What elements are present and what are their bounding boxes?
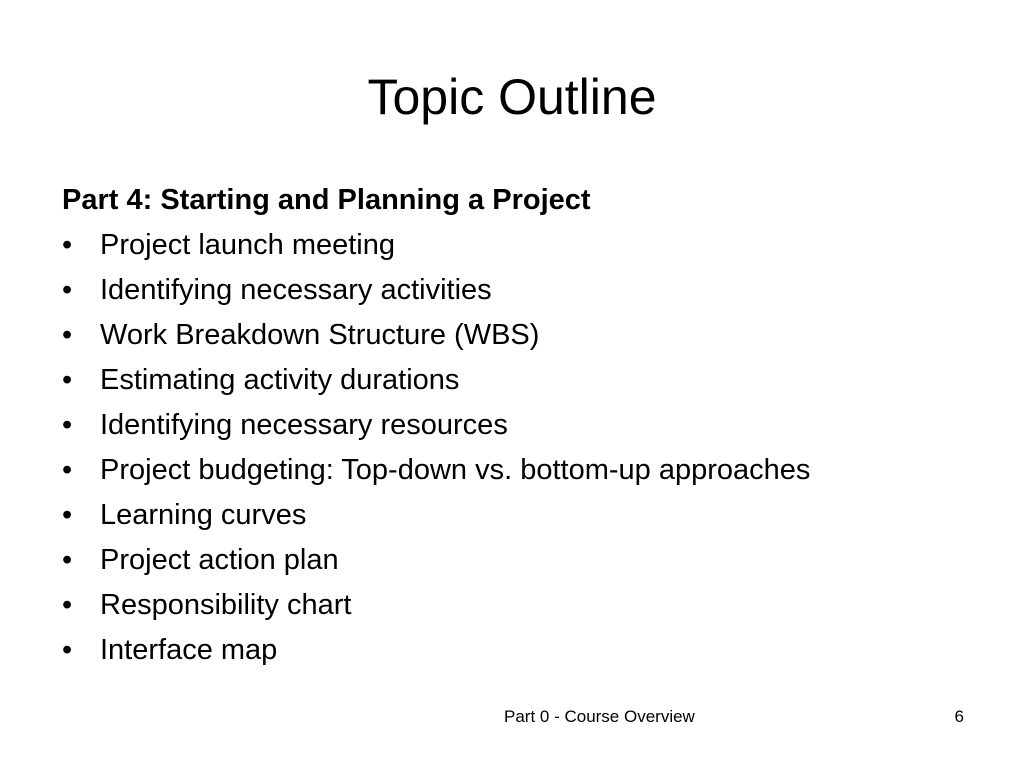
bullet-icon: • bbox=[62, 634, 73, 666]
bullet-icon: • bbox=[62, 544, 73, 576]
slide-number: 6 bbox=[954, 707, 964, 726]
bullet-item bbox=[62, 493, 1002, 538]
bullet-text: Work Breakdown Structure (WBS) bbox=[100, 319, 540, 351]
bullet-text: Estimating activity durations bbox=[100, 364, 460, 396]
bullet-icon: • bbox=[62, 229, 73, 261]
bullet-text: Interface map bbox=[100, 634, 278, 666]
bullet-item bbox=[62, 223, 1002, 268]
bullet-text: Project action plan bbox=[100, 544, 339, 576]
bullet-item bbox=[62, 268, 1002, 313]
footer-text: Part 0 - Course Overview bbox=[504, 707, 695, 726]
bullet-text: Identifying necessary activities bbox=[100, 274, 492, 306]
bullet-item bbox=[62, 628, 1002, 673]
bullet-text: Project launch meeting bbox=[100, 229, 395, 261]
bullet-icon: • bbox=[62, 499, 73, 531]
bullet-icon: • bbox=[62, 319, 73, 351]
bullet-item bbox=[62, 358, 1002, 403]
bullet-icon: • bbox=[62, 454, 73, 486]
bullet-item bbox=[62, 448, 1002, 493]
bullet-item bbox=[62, 313, 1002, 358]
bullet-text: Project budgeting: Top-down vs. bottom-up approaches bbox=[100, 454, 811, 486]
bullet-item bbox=[62, 538, 1002, 583]
slide-body bbox=[62, 178, 1002, 673]
bullet-icon: • bbox=[62, 364, 73, 396]
bullet-icon: • bbox=[62, 274, 73, 306]
section-heading: Part 4: Starting and Planning a Project bbox=[62, 184, 591, 216]
bullet-text: Responsibility chart bbox=[100, 589, 352, 621]
bullet-icon: • bbox=[62, 589, 73, 621]
bullet-text: Learning curves bbox=[100, 499, 307, 531]
bullet-icon: • bbox=[62, 409, 73, 441]
slide-title: Topic Outline bbox=[367, 69, 657, 125]
bullet-item bbox=[62, 403, 1002, 448]
bullet-list bbox=[62, 223, 1002, 673]
bullet-item bbox=[62, 583, 1002, 628]
bullet-text: Identifying necessary resources bbox=[100, 409, 508, 441]
